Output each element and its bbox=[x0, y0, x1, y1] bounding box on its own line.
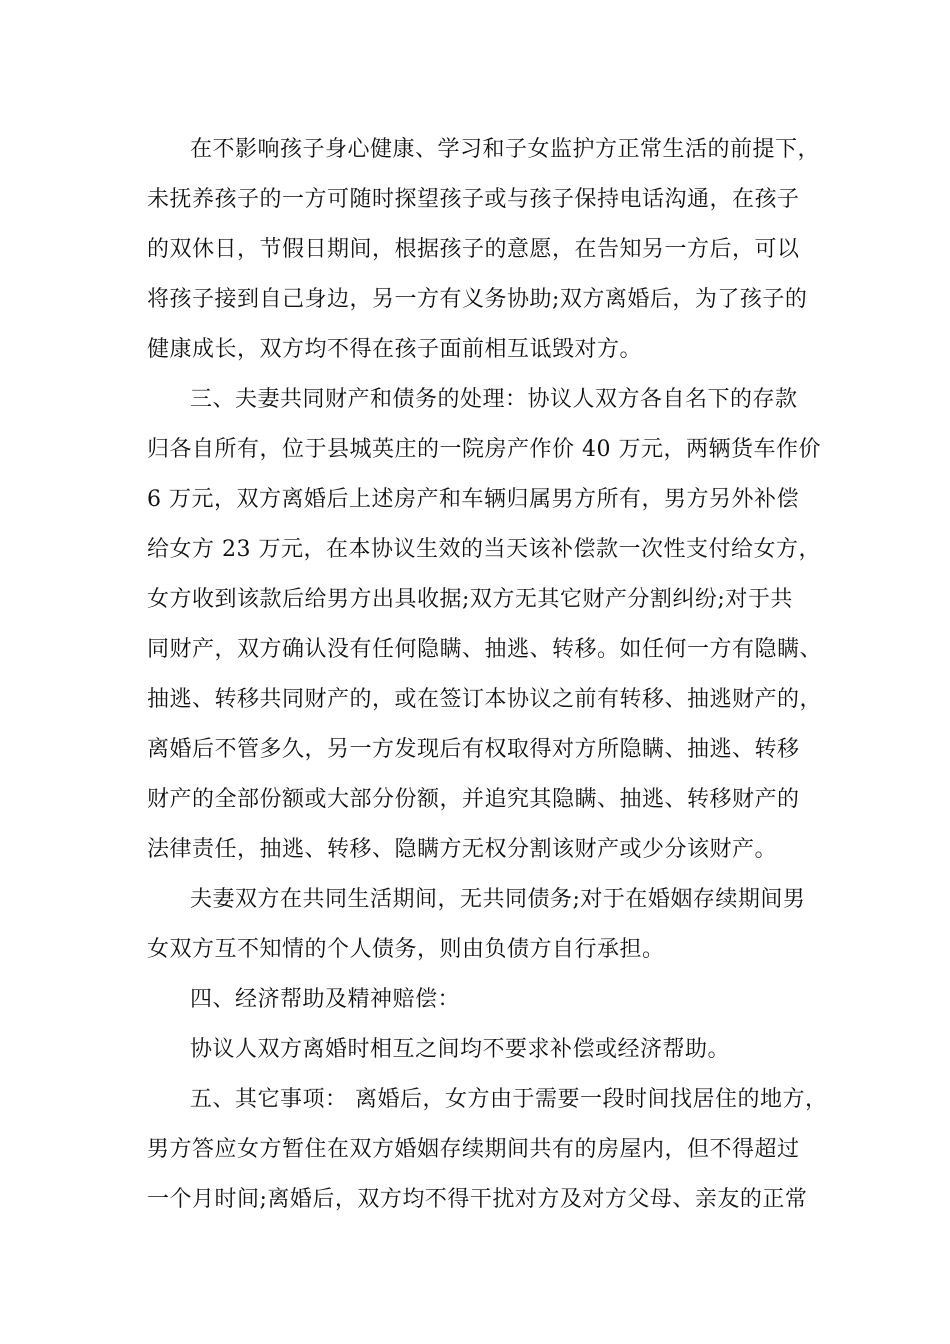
text-line: 一个月时间;离婚后，双方均不得干扰对方及对方父母、亲友的正常 bbox=[147, 1187, 808, 1212]
text-line: 健康成长，双方均不得在孩子面前相互诋毁对方。 bbox=[147, 337, 643, 362]
text-line: 将孩子接到自己身边，另一方有义务协助;双方离婚后，为了孩子的 bbox=[147, 287, 808, 312]
text-line: 夫妻双方在共同生活期间，无共同债务;对于在婚姻存续期间男 bbox=[190, 887, 806, 912]
text-line: 五、其它事项： 离婚后，女方由于需要一段时间找居住的地方， bbox=[190, 1087, 828, 1112]
text-line: 四、经济帮助及精神赔偿： bbox=[190, 987, 461, 1012]
text-line: 财产的全部份额或大部分份额，并追究其隐瞒、抽逃、转移财产的 bbox=[147, 787, 800, 812]
text-line: 离婚后不管多久，另一方发现后有权取得对方所隐瞒、抽逃、转移 bbox=[147, 737, 800, 762]
text-line: 在不影响孩子身心健康、学习和子女监护方正常生活的前提下， bbox=[190, 137, 821, 162]
text-line: 女方收到该款后给男方出具收据;双方无其它财产分割纠纷;对于共 bbox=[147, 587, 793, 612]
text-line: 同财产，双方确认没有任何隐瞒、抽逃、转移。如任何一方有隐瞒、 bbox=[147, 637, 823, 662]
text-line: 女双方互不知情的个人债务，则由负债方自行承担。 bbox=[147, 937, 665, 962]
text-line: 三、夫妻共同财产和债务的处理：协议人双方各自名下的存款 bbox=[190, 387, 798, 412]
text-line: 抽逃、转移共同财产的，或在签订本协议之前有转移、抽逃财产的， bbox=[147, 687, 823, 712]
text-line: 男方答应女方暂住在双方婚姻存续期间共有的房屋内，但不得超过 bbox=[147, 1137, 800, 1162]
text-line: 未抚养孩子的一方可随时探望孩子或与孩子保持电话沟通，在孩子 bbox=[147, 187, 800, 212]
text-line: 给女方 23 万元，在本协议生效的当天该补偿款一次性支付给女方， bbox=[147, 537, 821, 562]
text-line: 法律责任，抽逃、转移、隐瞒方无权分割该财产或少分该财产。 bbox=[147, 837, 778, 862]
text-line: 的双休日，节假日期间，根据孩子的意愿，在告知另一方后，可以 bbox=[147, 237, 800, 262]
text-line: 协议人双方离婚时相互之间均不要求补偿或经济帮助。 bbox=[190, 1037, 731, 1062]
text-line: 6 万元，双方离婚后上述房产和车辆归属男方所有，男方另外补偿 bbox=[147, 487, 799, 512]
text-line: 归各自所有，位于县城英庄的一院房产作价 40 万元，两辆货车作价 bbox=[147, 437, 821, 462]
